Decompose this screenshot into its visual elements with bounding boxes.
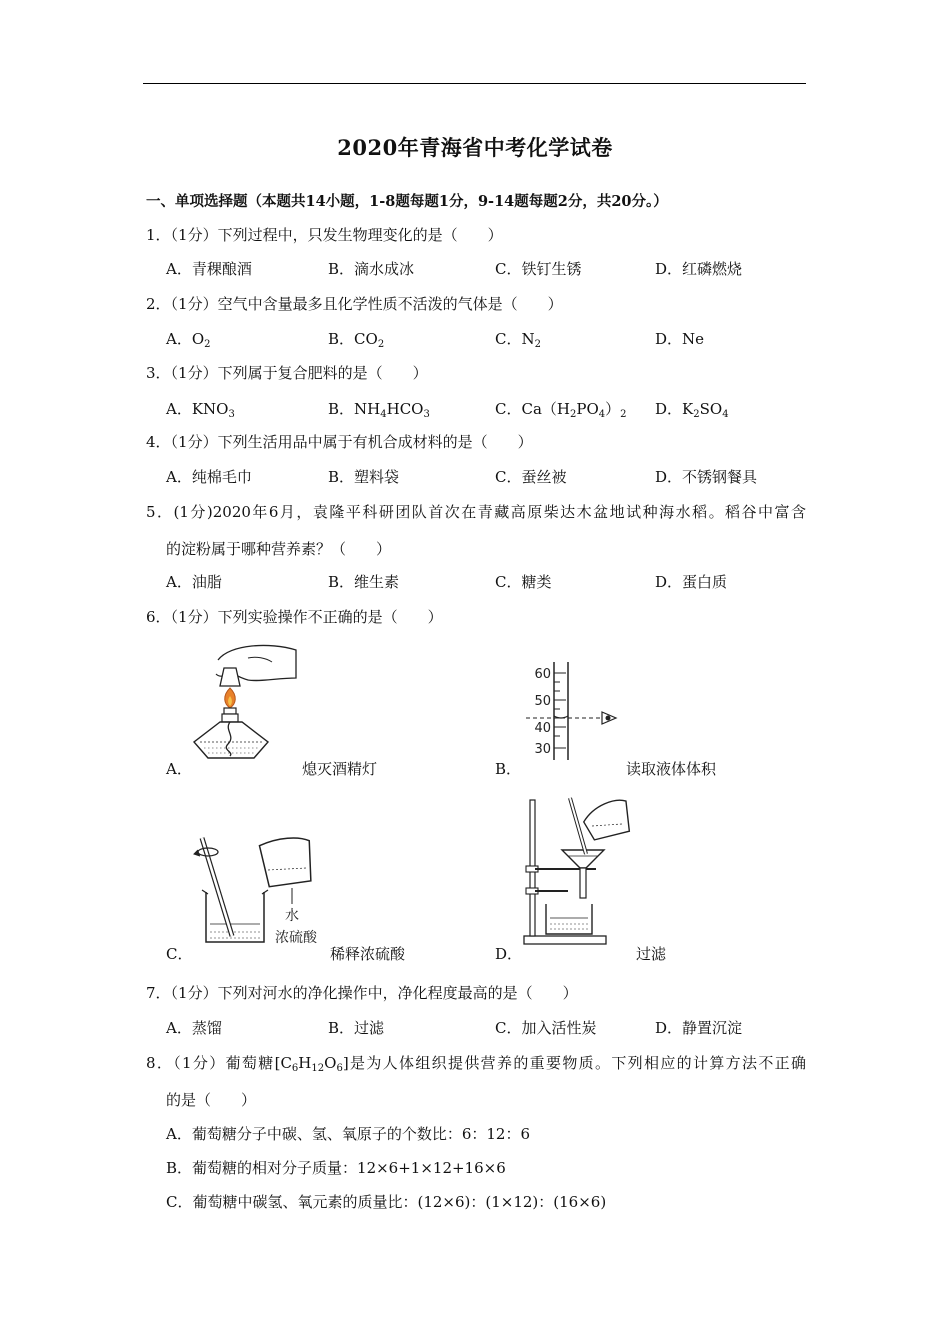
acid-dilution-figure (192, 832, 332, 950)
q4-option-b[interactable]: B．塑料袋 (328, 468, 400, 486)
graduated-cylinder-figure (526, 660, 626, 762)
q7-option-d[interactable]: D．静置沉淀 (655, 1019, 743, 1037)
question-2-stem: 2．（1分）空气中含量最多且化学性质不活泼的气体是（ ） (146, 295, 563, 313)
question-4-stem: 4．（1分）下列生活用品中属于有机合成材料的是（ ） (146, 433, 533, 451)
question-3-stem: 3．（1分）下列属于复合肥料的是（ ） (146, 364, 428, 382)
question-6-stem: 6．（1分）下列实验操作不正确的是（ ） (146, 608, 443, 626)
q6-caption-c: 稀释浓硫酸 (330, 945, 406, 963)
q2-option-c[interactable]: C．$N_2$ (495, 330, 541, 350)
q1-option-a[interactable]: A．青稞酿酒 (166, 260, 252, 278)
q3-option-c[interactable]: C．$Ca(H_2PO_4)_2$ (495, 400, 627, 420)
q6-caption-d: 过滤 (636, 945, 667, 963)
alcohol-lamp-figure (190, 638, 300, 760)
page-title: 2020年青海省中考化学试卷 (337, 135, 613, 160)
q4-option-d[interactable]: D．不锈钢餐具 (655, 468, 758, 486)
question-8-stem-continued: 的是（ ） (166, 1091, 257, 1109)
q6-option-b[interactable]: B． (495, 760, 522, 778)
q7-option-a[interactable]: A．蒸馏 (166, 1019, 222, 1037)
q6-option-a[interactable]: A． (166, 760, 192, 778)
label-concentrated-acid: 浓硫酸 (275, 930, 317, 946)
header-rule (143, 83, 806, 84)
q8-option-a[interactable]: A．葡萄糖分子中碳、氢、氧原子的个数比：6：12：6 (166, 1125, 531, 1143)
q5-option-a[interactable]: A．油脂 (166, 573, 222, 591)
q5-option-c[interactable]: C．糖类 (495, 573, 552, 591)
section-heading: 一、单项选择题（本题共14小题，1-8题每题1分，9-14题每题2分，共20分。） (146, 193, 668, 210)
q3-option-d[interactable]: D．$K_2SO_4$ (655, 400, 729, 420)
cylinder-tick-60: 60 (534, 667, 551, 682)
q4-option-c[interactable]: C．蚕丝被 (495, 468, 567, 486)
q2-option-a[interactable]: A．$O_2$ (166, 330, 211, 350)
q6-caption-a: 熄灭酒精灯 (302, 760, 378, 778)
q5-option-d[interactable]: D．蛋白质 (655, 573, 728, 591)
q1-option-b[interactable]: B．滴水成冰 (328, 260, 415, 278)
question-5-stem-continued: 的淀粉属于哪种营养素？（ ） (166, 540, 392, 558)
q2-option-b[interactable]: B．$CO_2$ (328, 330, 385, 350)
q8-option-c[interactable]: C．葡萄糖中碳氢、氧元素的质量比：(12×6)：(1×12)：(16×6) (166, 1193, 607, 1211)
q7-option-c[interactable]: C．加入活性炭 (495, 1019, 597, 1037)
q8-option-b[interactable]: B．葡萄糖的相对分子质量：12×6+1×12+16×6 (166, 1159, 506, 1177)
cylinder-tick-50: 50 (534, 694, 551, 709)
label-water: 水 (285, 908, 299, 924)
q4-option-a[interactable]: A．纯棉毛巾 (166, 468, 252, 486)
q1-option-d[interactable]: D．红磷燃烧 (655, 260, 743, 278)
q2-option-d[interactable]: D．Ne (655, 330, 705, 348)
q6-option-d[interactable]: D． (495, 945, 523, 963)
q7-option-b[interactable]: B．过滤 (328, 1019, 385, 1037)
q6-caption-b: 读取液体体积 (626, 760, 717, 778)
question-7-stem: 7．（1分）下列对河水的净化操作中，净化程度最高的是（ ） (146, 984, 578, 1002)
question-1-stem: 1．（1分）下列过程中，只发生物理变化的是（ ） (146, 226, 503, 244)
question-5-stem: 5．(1分)2020年6月，袁隆平科研团队首次在青藏高原柴达木盆地试种海水稻。稻谷中富含 (146, 503, 806, 521)
q6-option-c[interactable]: C． (166, 945, 193, 963)
q1-option-c[interactable]: C．铁钉生锈 (495, 260, 582, 278)
question-8-stem: 8．（1分）葡萄糖$[C_6H_{12}O_6]$是为人体组织提供营养的重要物质。下列相应的计算方法不正确 (146, 1054, 806, 1074)
cylinder-tick-40: 40 (534, 721, 551, 736)
cylinder-tick-30: 30 (534, 742, 551, 757)
q3-option-b[interactable]: B．$NH_4HCO_3$ (328, 400, 430, 420)
filtration-figure (520, 796, 636, 948)
q5-option-b[interactable]: B．维生素 (328, 573, 400, 591)
q3-option-a[interactable]: A．$KNO_3$ (166, 400, 235, 420)
